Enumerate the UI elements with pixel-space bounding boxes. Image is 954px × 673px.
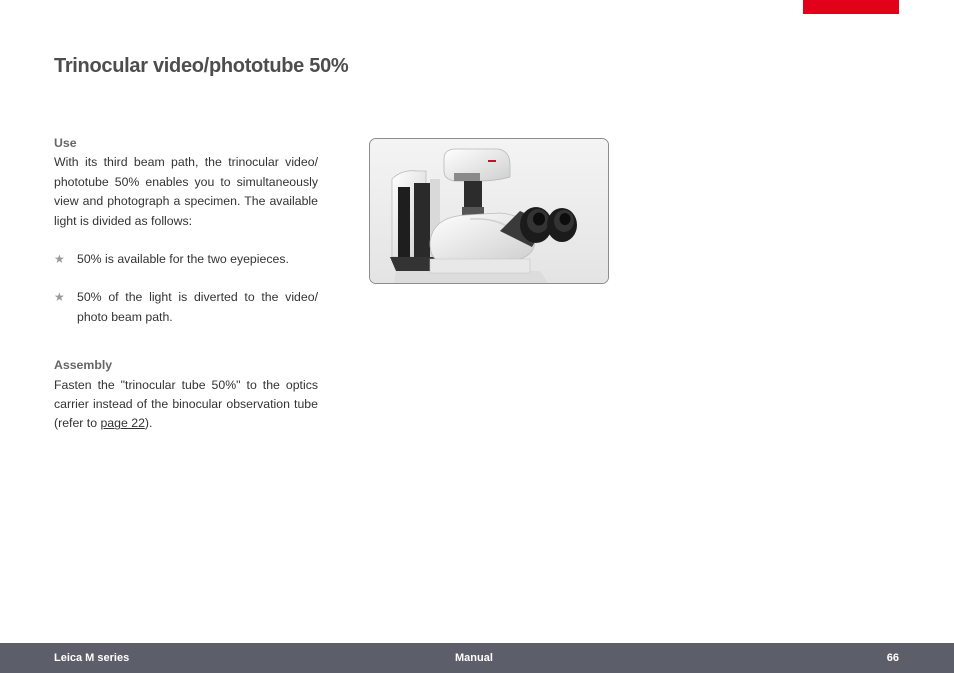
assembly-heading: Assembly — [54, 358, 113, 373]
footer-page-number: 66 — [886, 652, 899, 664]
footer-product: Leica M series — [54, 652, 130, 664]
page-link[interactable]: page 22 — [100, 416, 145, 431]
assembly-text: Fasten the "trinocular tube 50%" to the optics carrier instead of the binocular observation tube (refer to — [54, 377, 318, 431]
footer-document-type: Manual — [455, 652, 493, 664]
assembly-section — [54, 356, 318, 434]
microscope-photo — [369, 138, 609, 284]
assembly-paragraph — [54, 376, 318, 434]
bullet-text: 50% of the light is diverted to the video/ photo beam path. — [77, 290, 318, 324]
star-icon: ★ — [54, 290, 65, 305]
list-item — [54, 250, 318, 269]
use-bullet-list — [54, 250, 318, 327]
page-footer — [0, 643, 954, 673]
list-item — [54, 288, 318, 327]
star-icon: ★ — [54, 252, 65, 267]
use-heading: Use — [54, 136, 77, 150]
brand-tab-marker — [803, 0, 899, 14]
bullet-text: 50% is available for the two eyepieces. — [77, 252, 289, 267]
use-paragraph: With its third beam path, the trinocular video/ phototube 50% enables you to simultaneously view and photograph a specimen. The available light is divided as follows: — [54, 155, 318, 228]
assembly-text-end: ). — [144, 416, 153, 431]
content-column — [54, 134, 318, 434]
page-title: Trinocular video/phototube 50% — [54, 55, 349, 77]
microscope-illustration — [370, 139, 608, 283]
